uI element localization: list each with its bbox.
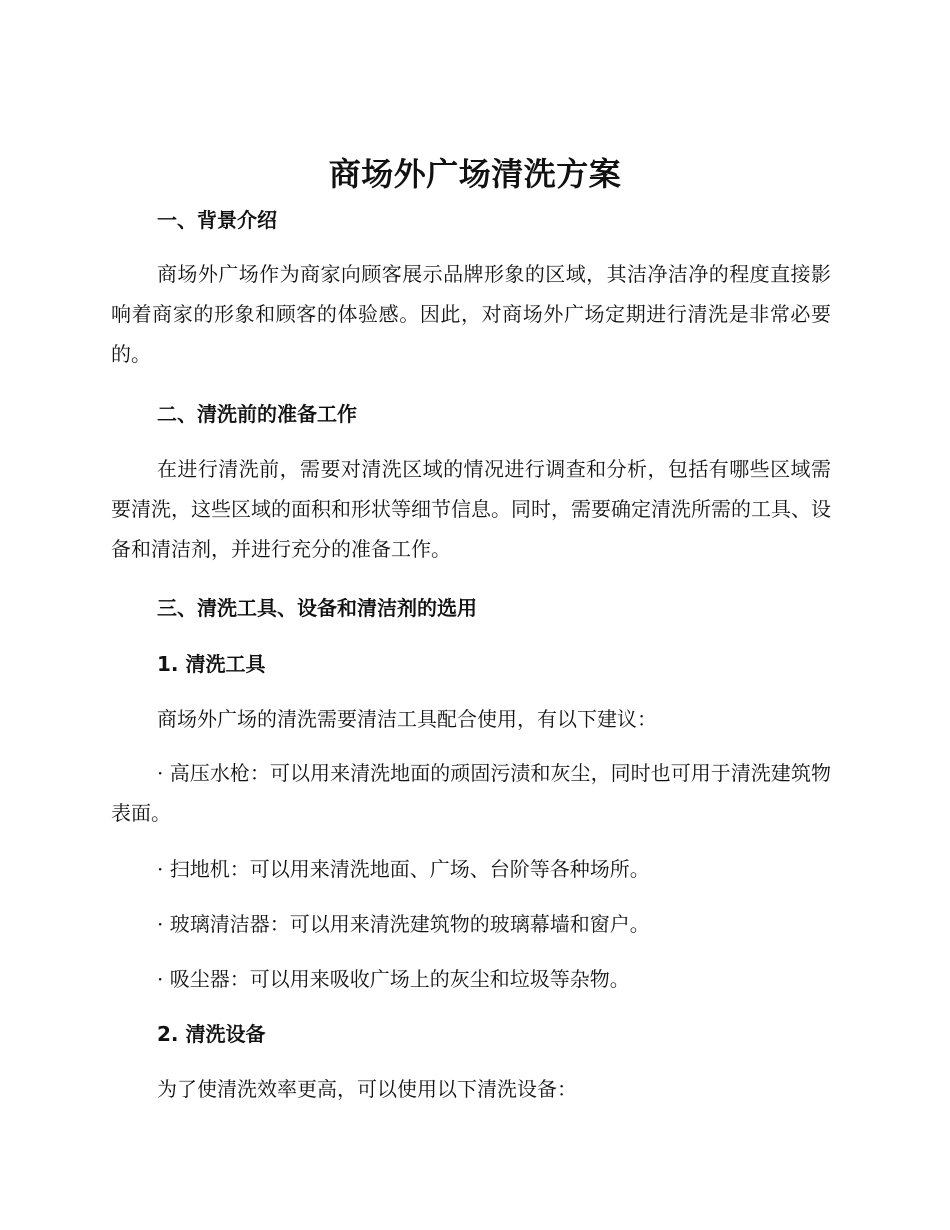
paragraph-preparation: 在进行清洗前，需要对清洗区域的情况进行调查和分析，包括有哪些区域需要清洗，这些区域的面积和形状等细节信息。同时，需要确定清洗所需的工具、设备和清洁剂，并进行充分的准备工作。 — [111, 457, 831, 561]
list-item-glass-cleaner: · 玻璃清洁器：可以用来清洗建筑物的玻璃幕墙和窗户。 — [157, 912, 650, 936]
paragraph-background: 商场外广场作为商家向顾客展示品牌形象的区域，其洁净洁净的程度直接影响着商家的形象和顾客的体验感。因此，对商场外广场定期进行清洗是非常必要的。 — [111, 262, 831, 366]
subsection-heading-equipment: 2. 清洗设备 — [157, 1022, 266, 1046]
list-item-sweeper: · 扫地机：可以用来清洗地面、广场、台阶等各种场所。 — [157, 857, 650, 881]
list-item-vacuum: · 吸尘器：可以用来吸收广场上的灰尘和垃圾等杂物。 — [157, 967, 630, 991]
document-title: 商场外广场清洗方案 — [328, 155, 622, 193]
subsection-heading-tools: 1. 清洗工具 — [157, 652, 266, 676]
tools-intro: 商场外广场的清洗需要清洁工具配合使用，有以下建议： — [157, 707, 657, 731]
equipment-intro: 为了使清洗效率更高，可以使用以下清洗设备： — [157, 1077, 577, 1101]
section-heading-preparation: 二、清洗前的准备工作 — [157, 402, 357, 426]
section-heading-background: 一、背景介绍 — [157, 208, 277, 232]
list-item-high-pressure-gun: · 高压水枪：可以用来清洗地面的顽固污渍和灰尘，同时也可用于清洗建筑物表面。 — [111, 761, 831, 825]
section-heading-tools-selection: 三、清洗工具、设备和清洁剂的选用 — [157, 596, 477, 620]
